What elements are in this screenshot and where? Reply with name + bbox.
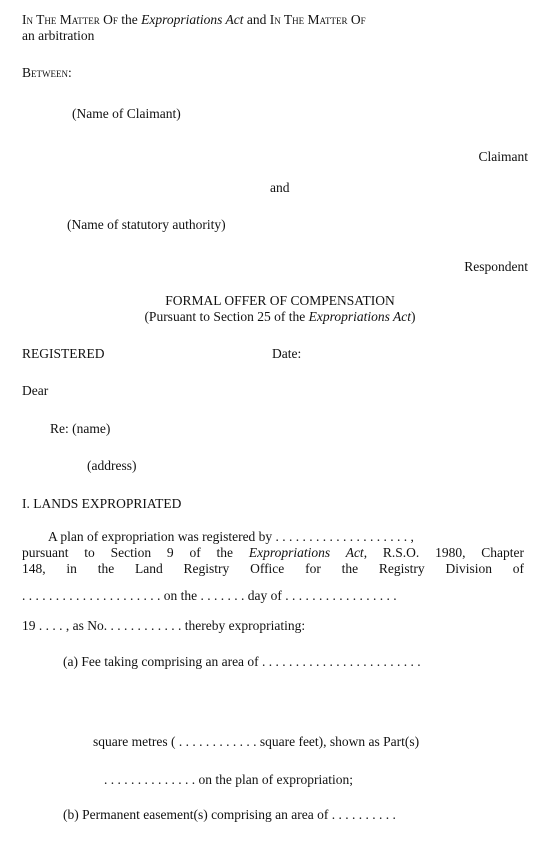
re-label: Re: <box>50 421 69 436</box>
paragraph-line-4: . . . . . . . . . . . . . . . . . . . . . on the . . . . . . . day of . . . . . . . . . . . . . . . . . <box>22 588 397 603</box>
re-line <box>50 421 110 437</box>
re-name: (name) <box>72 421 111 436</box>
and-label: and <box>270 180 290 195</box>
para-act-name: Expropriations Act <box>248 545 364 560</box>
document-title: FORMAL OFFER OF COMPENSATION <box>165 293 395 308</box>
item-b-line-1: (b) Permanent easement(s) comprising an area of . . . . . . . . . . <box>63 807 396 822</box>
heading-and: and <box>246 12 267 27</box>
heading-the: the <box>121 12 138 27</box>
paragraph-line-5: 19 . . . . , as No. . . . . . . . . . . . thereby expropriating: <box>22 618 306 633</box>
para-part-a: pursuant to Section 9 of the <box>22 545 234 560</box>
paragraph-line-1: A plan of expropriation was registered by . . . . . . . . . . . . . . . . . . . . , <box>48 529 414 544</box>
para-part-c: , R.S.O. 1980, Chapter <box>363 545 525 560</box>
heading-matter-1: In The Matter Of <box>22 12 118 27</box>
paragraph-line-3: 148, in the Land Registry Office for the Registry Division of <box>22 561 524 576</box>
subtitle-part-c: ) <box>411 309 416 324</box>
subtitle-act-name: Expropriations Act <box>308 309 412 324</box>
item-a-line-3: . . . . . . . . . . . . . . on the plan of expropriation; <box>104 772 353 787</box>
authority-name: (Name of statutory authority) <box>67 217 226 232</box>
claimant-name: (Name of Claimant) <box>72 106 181 121</box>
heading-line-1 <box>22 12 366 28</box>
heading-act-name: Expropriations Act <box>141 12 244 27</box>
re-address: (address) <box>87 458 137 473</box>
heading-line-2: an arbitration <box>22 28 95 43</box>
registered-label: REGISTERED <box>22 346 105 361</box>
between-label: Between: <box>22 65 72 80</box>
heading-matter-2: In The Matter Of <box>269 12 366 27</box>
section-heading: I. LANDS EXPROPRIATED <box>22 496 182 511</box>
item-a-line-1: (a) Fee taking comprising an area of . . . . . . . . . . . . . . . . . . . . . . . . <box>63 654 421 669</box>
paragraph-line-2 <box>22 545 524 561</box>
date-label: Date: <box>272 346 302 361</box>
document-subtitle <box>0 309 560 325</box>
claimant-label: Claimant <box>478 149 528 164</box>
item-a-line-2: square metres ( . . . . . . . . . . . . square feet), shown as Part(s) <box>93 734 420 749</box>
salutation: Dear <box>22 383 49 398</box>
subtitle-part-a: (Pursuant to Section 25 of the <box>144 309 306 324</box>
respondent-label: Respondent <box>464 259 528 274</box>
